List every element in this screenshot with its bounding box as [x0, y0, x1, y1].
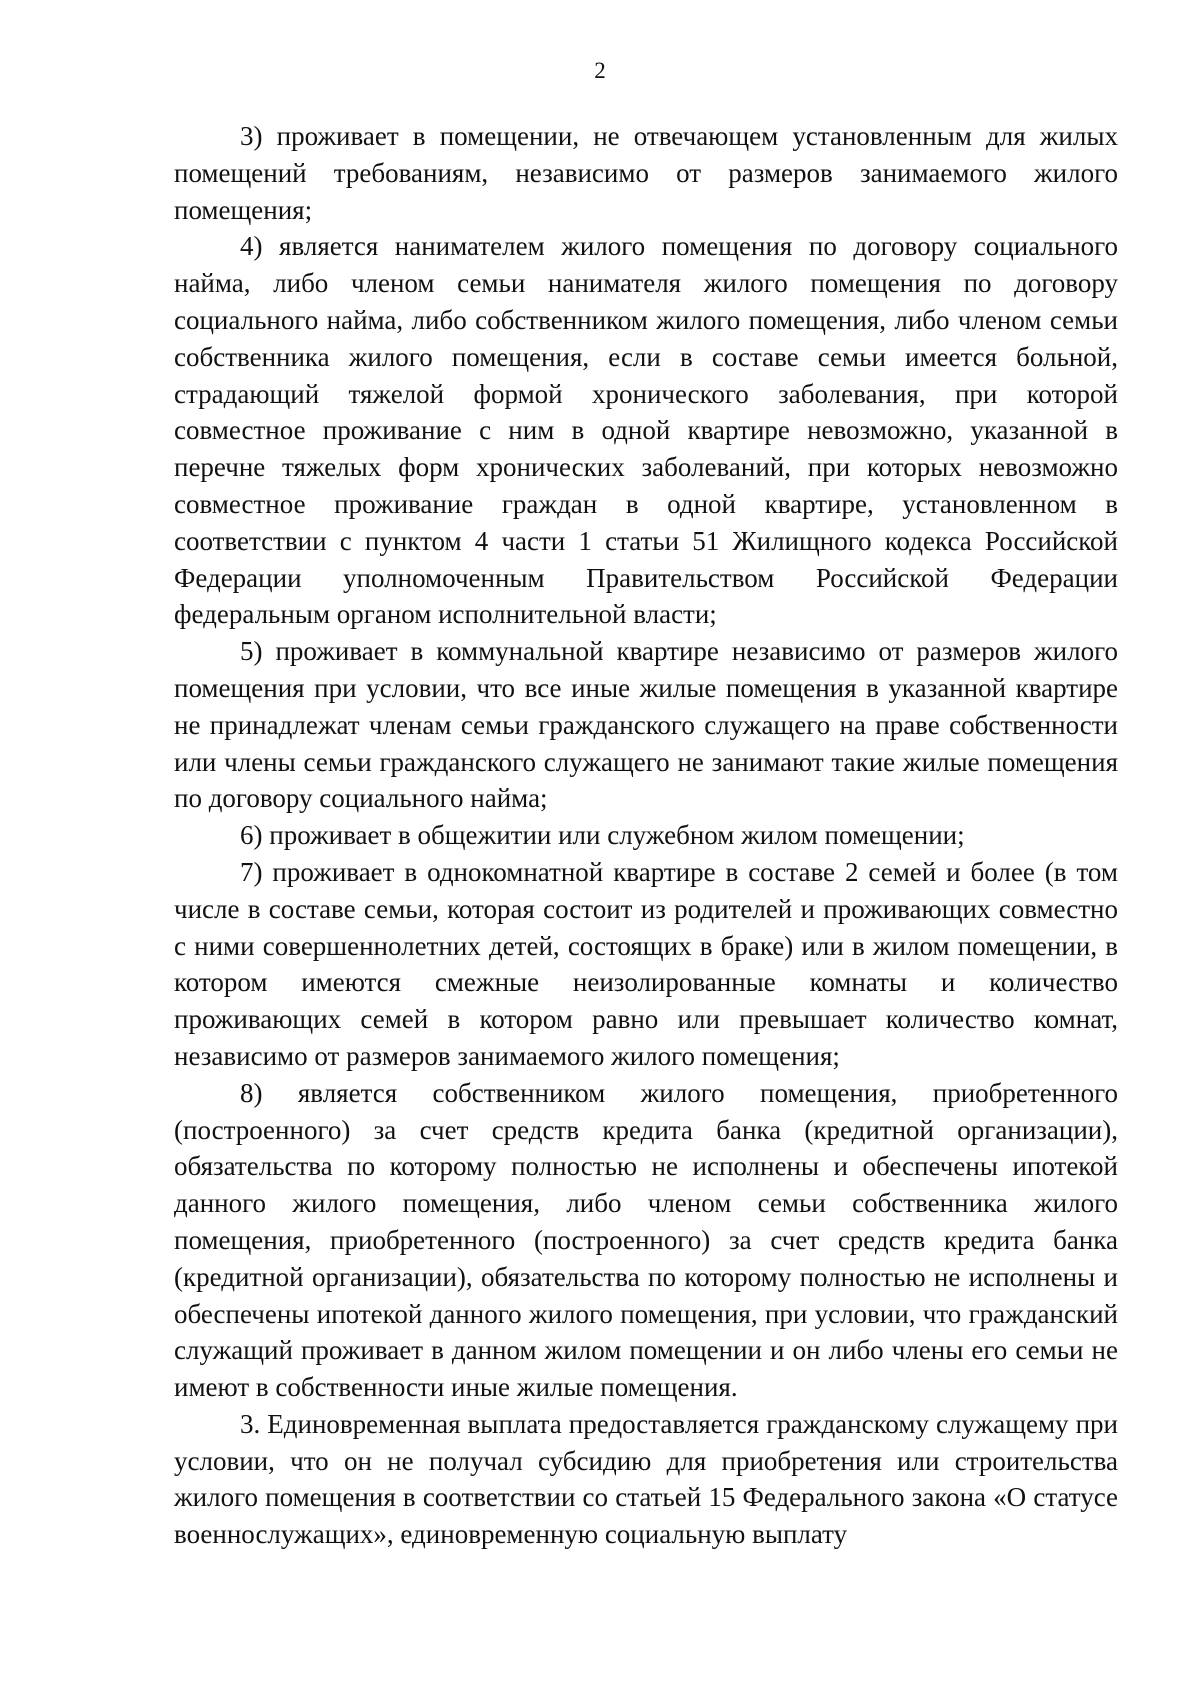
paragraph-item-7: 7) проживает в однокомнатной квартире в составе 2 семей и более (в том числе в составе семьи, которая состоит из родителей и проживающих совместно с ними совершеннолетних детей, состоящих в браке) или в жилом помещении, в котором имеются смежные неизолированные комнаты и количество проживающих семей в котором равно или превышает количество комнат, независимо от размеров занимаемого жилого помещения; [174, 856, 1118, 1071]
paragraph-item-6: 6) проживает в общежитии или служебном жилом помещении; [240, 820, 965, 851]
document-body [174, 118, 1118, 1553]
paragraph-section-3: 3. Единовременная выплата предоставляется гражданскому служащему при условии, что он не получал субсидию для приобретения или строительства жилого помещения в соответствии со статьей 15 Федерального закона «О статусе военнослужащих», единовременную социальную выплату [174, 1408, 1118, 1550]
page-number: 2 [594, 58, 606, 83]
paragraph-item-3: 3) проживает в помещении, не отвечающем установленным для жилых помещений требованиям, независимо от размеров занимаемого жилого помещения; [174, 121, 1118, 225]
paragraph-item-4: 4) является нанимателем жилого помещения по договору социального найма, либо членом семьи нанимателя жилого помещения по договору социального найма, либо собственником жилого помещения, либо членом семьи собственника жилого помещения, если в составе семьи имеется больной, страдающий тяжелой формой хронического заболевания, при которой совместное проживание с ним в одной квартире невозможно, указанной в перечне тяжелых форм хронических заболеваний, при которых невозможно совместное проживание граждан в одной квартире, установленном в соответствии с пунктом 4 части 1 статьи 51 Жилищного кодекса Российской Федерации уполномоченным Правительством Российской Федерации федеральным органом исполнительной власти; [174, 231, 1118, 630]
paragraph-item-5: 5) проживает в коммунальной квартире независимо от размеров жилого помещения при условии, что все иные жилые помещения в указанной квартире не принадлежат членам семьи гражданского служащего на праве собственности или члены семьи гражданского служащего не занимают такие жилые помещения по договору социального найма; [174, 636, 1118, 814]
paragraph-item-8: 8) является собственником жилого помещения, приобретенного (построенного) за счет средств кредита банка (кредитной организации), обязательства по которому полностью не исполнены и обеспечены ипотекой данного жилого помещения, либо членом семьи собственника жилого помещения, приобретенного (построенного) за счет средств кредита банка (кредитной организации), обязательства по которому полностью не исполнены и обеспечены ипотекой данного жилого помещения, при условии, что гражданский служащий проживает в данном жилом помещении и он либо члены его семьи не имеют в собственности иные жилые помещения. [174, 1077, 1118, 1403]
